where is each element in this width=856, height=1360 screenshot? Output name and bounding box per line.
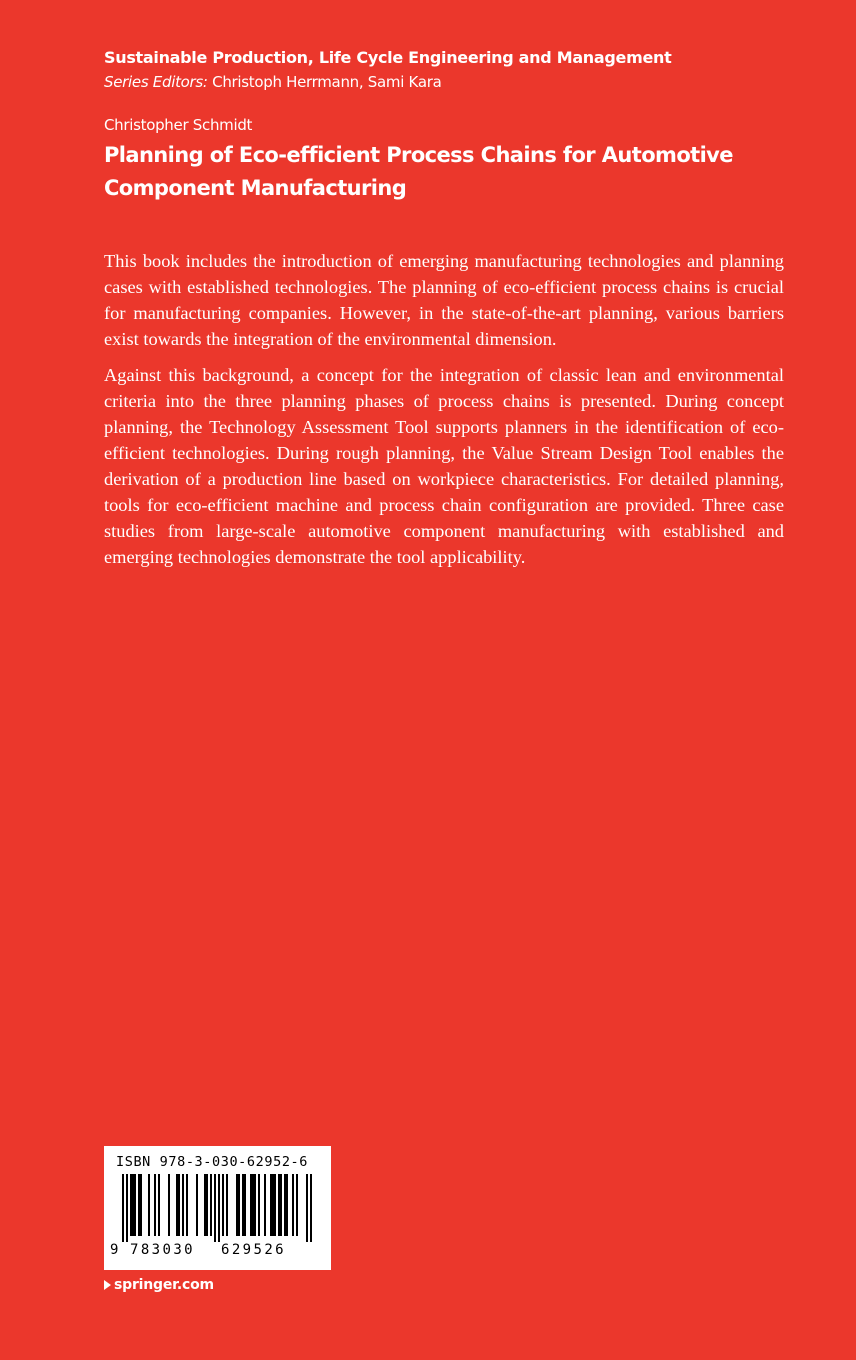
barcode-bar [218, 1174, 220, 1242]
barcode-bar [272, 1174, 274, 1236]
barcode-bar [210, 1174, 212, 1236]
barcode-bar [182, 1174, 184, 1236]
barcode-first-digit: 9 [110, 1242, 119, 1258]
series-editors-label: Series Editors: [104, 73, 208, 91]
isbn-barcode-box [104, 1146, 331, 1270]
barcode-bar [154, 1174, 156, 1236]
barcode-bar [258, 1174, 260, 1236]
barcode-bar [274, 1174, 276, 1236]
barcode-bar [226, 1174, 228, 1236]
book-author: Christopher Schmidt [104, 116, 253, 134]
description-paragraph-2: Against this background, a concept for the integration of classic lean and environmental criteria into the three planning phases of process chains is presented. During concept planning, the Technology Assessment Tool supports planners in the identification of eco-efficient technologies. During rough planning, the Value Stream Design Tool enables the derivation of a production line based on workpiece characteristics. For detailed planning, tools for eco-efficient machine and process chain configuration are provided. Three case studies from large-scale automotive component manufacturing with established and emerging technologies demonstrate the tool applicability. [104, 365, 784, 567]
barcode-graphic [114, 1174, 321, 1242]
barcode-bar [132, 1174, 134, 1236]
barcode-bar [204, 1174, 206, 1236]
barcode-bar [130, 1174, 132, 1236]
barcode-bar [168, 1174, 170, 1236]
barcode-bar [270, 1174, 272, 1236]
barcode-bar [284, 1174, 286, 1236]
barcode-bar [206, 1174, 208, 1236]
barcode-right-digits: 629526 [221, 1242, 286, 1258]
barcode-bar [250, 1174, 252, 1236]
barcode-bar [148, 1174, 150, 1236]
book-title: Planning of Eco-efficient Process Chains for Automotive Component Manufacturing [104, 143, 733, 200]
barcode-bar [236, 1174, 238, 1236]
barcode-bar [134, 1174, 136, 1236]
publisher-link[interactable] [104, 1277, 214, 1293]
barcode-bar [138, 1174, 140, 1236]
barcode-bar [278, 1174, 280, 1236]
barcode-bar [252, 1174, 254, 1236]
barcode-bar [238, 1174, 240, 1236]
description-paragraph-1: This book includes the introduction of emerging manufacturing technologies and planning cases with established technologies. The planning of eco-efficient process chains is crucial for manufacturing companies. However, in the state-of-the-art planning, various barriers exist towards the integration of the environmental dimension. [104, 251, 784, 349]
barcode-bar [176, 1174, 178, 1236]
barcode-bar [140, 1174, 142, 1236]
barcode-left-digits: 783030 [130, 1242, 195, 1258]
barcode-bar [122, 1174, 124, 1242]
series-editors-names: Christoph Herrmann, Sami Kara [212, 73, 442, 91]
barcode-bar [280, 1174, 282, 1236]
triangle-right-icon [104, 1280, 111, 1290]
barcode-bar [286, 1174, 288, 1236]
barcode-bar [296, 1174, 298, 1236]
barcode-bar [158, 1174, 160, 1236]
barcode-bar [196, 1174, 198, 1236]
barcode-bar [242, 1174, 244, 1236]
isbn-label: ISBN 978-3-030-62952-6 [116, 1154, 309, 1170]
series-header [104, 46, 804, 94]
barcode-bar [254, 1174, 256, 1236]
barcode-bar [244, 1174, 246, 1236]
series-editors [104, 70, 804, 94]
barcode-bar [126, 1174, 128, 1242]
publisher-link-label: springer.com [114, 1277, 214, 1293]
barcode-bar [306, 1174, 308, 1242]
barcode-bar [214, 1174, 216, 1242]
series-title: Sustainable Production, Life Cycle Engineering and Management [104, 48, 672, 67]
book-description [104, 248, 784, 580]
barcode-bar [222, 1174, 224, 1236]
barcode-bar [178, 1174, 180, 1236]
barcode-bar [264, 1174, 266, 1236]
barcode-bar [310, 1174, 312, 1242]
barcode-bar [292, 1174, 294, 1236]
barcode-bar [186, 1174, 188, 1236]
